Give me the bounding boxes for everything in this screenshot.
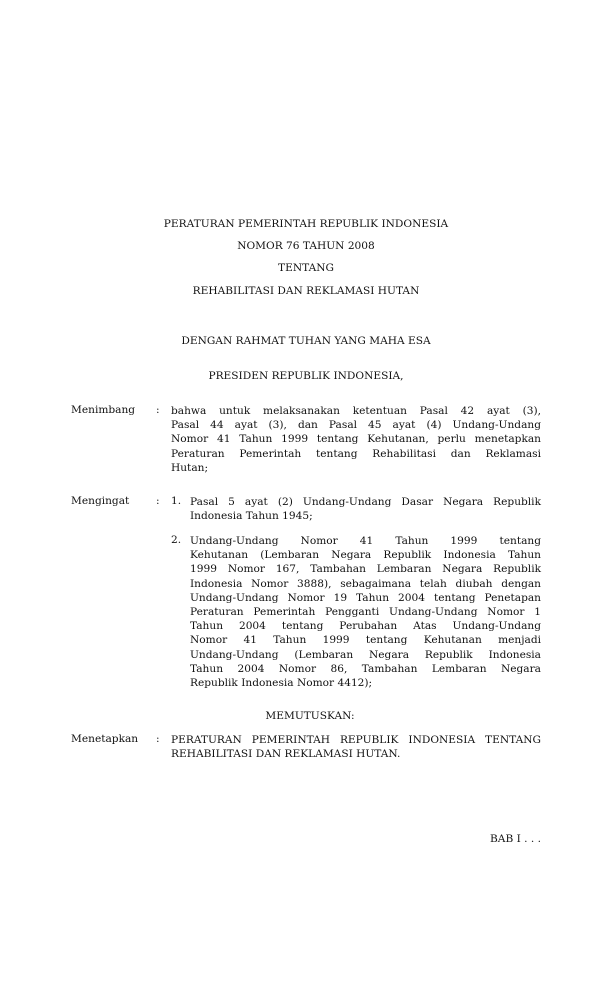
menetapkan-label: Menetapkan [71,733,139,745]
text-line: Republik Indonesia Nomor 4412); [190,676,373,689]
text-line: Tahun 2004 tentang Perubahan Atas Undang-Undang [190,620,541,633]
text-line: Undang-Undang Nomor 19 Tahun 2004 tentang Penetapan [190,591,541,604]
text-line: Peraturan Pemerintah Pengganti Undang-Undang Nomor 1 [190,605,541,618]
mengingat-item-1 [190,495,541,523]
title-line-3: TENTANG [278,262,334,274]
mengingat-item-2 [190,534,541,690]
menimbang-text [171,404,541,475]
text-line: Pasal 5 ayat (2) Undang-Undang Dasar Negara Republik [190,496,541,508]
preamble-dengan: DENGAN RAHMAT TUHAN YANG MAHA ESA [181,335,431,347]
text-line: Tahun 2004 Nomor 86, Tambahan Lembaran Negara [190,662,541,675]
colon: : [156,404,160,416]
text-line: Undang-Undang (Lembaran Negara Republik Indonesia [190,648,541,661]
menimbang-label: Menimbang [71,404,136,416]
text-line: Nomor 41 Tahun 1999 tentang Kehutanan menjadi [190,634,541,647]
text-line: Hutan; [171,461,209,474]
text-line: Kehutanan (Lembaran Negara Republik Indonesia Tahun [190,549,541,562]
memutuskan-heading: MEMUTUSKAN: [265,710,355,722]
text-line: Peraturan Pemerintah tentang Rehabilitasi dan Reklamasi [171,447,541,460]
title-line-4: REHABILITASI DAN REKLAMASI HUTAN [192,285,420,297]
colon: : [156,495,160,507]
text-line: PERATURAN PEMERINTAH REPUBLIK INDONESIA TENTANG [171,734,541,746]
text-line: 1999 Nomor 167, Tambahan Lembaran Negara Republik [190,563,541,576]
item-number: 1. [171,495,182,507]
text-line: bahwa untuk melaksanakan ketentuan Pasal 42 ayat (3), [171,405,541,417]
text-line: Indonesia Tahun 1945; [190,510,313,523]
text-line: Nomor 41 Tahun 1999 tentang Kehutanan, perlu menetapkan [171,433,541,446]
preamble-presiden: PRESIDEN REPUBLIK INDONESIA, [208,370,404,382]
item-number: 2. [171,534,182,546]
text-line: Pasal 44 ayat (3), dan Pasal 45 ayat (4) Undang-Undang [171,419,541,432]
text-line: Indonesia Nomor 3888), sebagaimana telah diubah dengan [190,577,541,590]
text-line: REHABILITASI DAN REKLAMASI HUTAN. [171,748,401,761]
mengingat-label: Mengingat [71,495,130,507]
text-line: Undang-Undang Nomor 41 Tahun 1999 tentang [190,535,541,547]
menetapkan-text [171,733,541,761]
next-page-reference: BAB I . . . [490,833,541,845]
title-line-1: PERATURAN PEMERINTAH REPUBLIK INDONESIA [163,218,449,230]
colon: : [156,733,160,745]
title-line-2: NOMOR 76 TAHUN 2008 [237,240,375,252]
